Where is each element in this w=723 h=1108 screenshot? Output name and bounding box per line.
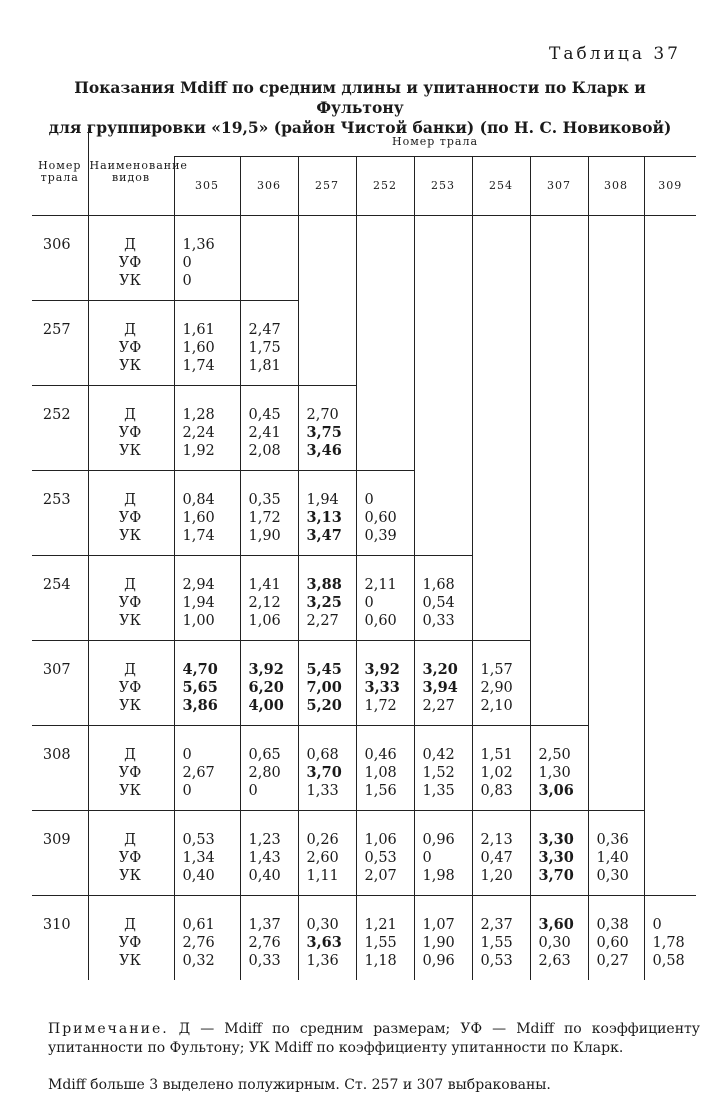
type-names — [88, 726, 174, 811]
cell-value: 0,60 — [364, 510, 397, 526]
cell-value: 0,47 — [480, 850, 513, 866]
type-names — [88, 641, 174, 726]
cell-value: 3,60 — [538, 916, 574, 933]
cell-value: 3,75 — [306, 424, 342, 441]
header-column: 306 — [240, 157, 298, 216]
cell-value: 2,50 — [538, 747, 571, 763]
header-column: 309 — [644, 157, 696, 216]
type-name: УК — [119, 613, 141, 629]
cell-value: 4,00 — [248, 697, 284, 714]
cell-value: 3,70 — [538, 867, 574, 884]
empty-cell — [414, 471, 472, 556]
cell-value: 4,70 — [182, 661, 218, 678]
cell-value: 1,74 — [182, 528, 215, 544]
cell-value: 2,90 — [480, 680, 513, 696]
cell-value: 0 — [364, 595, 374, 611]
cell-value: 1,94 — [306, 492, 339, 508]
cell-value: 2,76 — [182, 935, 215, 951]
cell-value: 0 — [364, 492, 374, 508]
type-names — [88, 386, 174, 471]
type-name: УК — [119, 273, 141, 289]
type-names — [88, 556, 174, 641]
cell-value: 1,36 — [182, 237, 215, 253]
data-table — [32, 128, 696, 980]
trawl-number: 310 — [32, 896, 88, 981]
type-name: Д — [124, 917, 136, 933]
value-cell — [174, 471, 240, 556]
empty-cell — [588, 301, 644, 386]
value-cell — [174, 641, 240, 726]
empty-cell — [644, 556, 696, 641]
type-name: УК — [119, 953, 141, 969]
value-cell — [174, 811, 240, 896]
value-cell — [240, 811, 298, 896]
cell-value: 2,12 — [248, 595, 281, 611]
value-cell — [356, 726, 414, 811]
type-name: Д — [124, 832, 136, 848]
empty-cell — [472, 556, 530, 641]
empty-cell — [240, 216, 298, 301]
header-column: 308 — [588, 157, 644, 216]
cell-value: 2,37 — [480, 917, 513, 933]
type-name: УК — [119, 868, 141, 884]
cell-value: 1,40 — [596, 850, 629, 866]
cell-value: 1,08 — [364, 765, 397, 781]
value-cell — [472, 811, 530, 896]
cell-value: 3,30 — [538, 849, 574, 866]
table-note — [48, 1020, 700, 1058]
cell-value: 0,40 — [182, 868, 215, 884]
cell-value: 3,30 — [538, 831, 574, 848]
type-name: УФ — [118, 255, 142, 271]
cell-value: 1,55 — [480, 935, 513, 951]
cell-value: 0 — [182, 783, 192, 799]
value-cell — [240, 471, 298, 556]
cell-value: 3,70 — [306, 764, 342, 781]
value-cell — [472, 726, 530, 811]
type-name: Д — [124, 237, 136, 253]
empty-cell — [644, 386, 696, 471]
cell-value: 1,74 — [182, 358, 215, 374]
value-cell — [644, 896, 696, 981]
cell-value: 2,27 — [422, 698, 455, 714]
cell-value: 0,53 — [182, 832, 215, 848]
value-cell — [414, 641, 472, 726]
cell-value: 2,27 — [306, 613, 339, 629]
cell-value: 0,83 — [480, 783, 513, 799]
type-name: УФ — [118, 340, 142, 356]
empty-cell — [472, 386, 530, 471]
cell-value: 2,60 — [306, 850, 339, 866]
value-cell — [414, 811, 472, 896]
cell-value: 0,30 — [306, 917, 339, 933]
cell-value: 2,11 — [364, 577, 397, 593]
cell-value: 1,72 — [248, 510, 281, 526]
empty-cell — [588, 556, 644, 641]
cell-value: 2,67 — [182, 765, 215, 781]
trawl-number: 252 — [32, 386, 88, 471]
cell-value: 6,20 — [248, 679, 284, 696]
cell-value: 0 — [182, 255, 192, 271]
value-cell — [174, 556, 240, 641]
header-column: 305 — [174, 157, 240, 216]
header-group-title: Номер трала — [174, 128, 696, 157]
trawl-number: 253 — [32, 471, 88, 556]
trawl-number: 309 — [32, 811, 88, 896]
type-name: УК — [119, 783, 141, 799]
table-row — [32, 301, 696, 386]
cell-value: 0,60 — [364, 613, 397, 629]
empty-cell — [644, 811, 696, 896]
cell-value: 0,26 — [306, 832, 339, 848]
cell-value: 0,33 — [248, 953, 281, 969]
cell-value: 0,27 — [596, 953, 629, 969]
empty-cell — [644, 641, 696, 726]
cell-value: 3,33 — [364, 679, 400, 696]
type-name: УФ — [118, 765, 142, 781]
cell-value: 3,06 — [538, 782, 574, 799]
empty-cell — [588, 386, 644, 471]
cell-value: 1,51 — [480, 747, 513, 763]
cell-value: 1,72 — [364, 698, 397, 714]
empty-cell — [588, 216, 644, 301]
cell-value: 2,07 — [364, 868, 397, 884]
type-name: Д — [124, 747, 136, 763]
type-names — [88, 471, 174, 556]
cell-value: 1,81 — [248, 358, 281, 374]
cell-value: 1,90 — [248, 528, 281, 544]
table-row — [32, 471, 696, 556]
cell-value: 3,86 — [182, 697, 218, 714]
value-cell — [414, 896, 472, 981]
table-row — [32, 556, 696, 641]
cell-value: 0 — [182, 747, 192, 763]
value-cell — [240, 896, 298, 981]
cell-value: 0,35 — [248, 492, 281, 508]
cell-value: 1,33 — [306, 783, 339, 799]
value-cell — [240, 386, 298, 471]
type-name: Д — [124, 662, 136, 678]
cell-value: 0,84 — [182, 492, 215, 508]
type-name: Д — [124, 492, 136, 508]
cell-value: 0,46 — [364, 747, 397, 763]
table-note-2: Mdiff больше 3 выделено полужирным. Ст. 257 и 307 выбракованы. — [48, 1077, 551, 1093]
cell-value: 0,60 — [596, 935, 629, 951]
empty-cell — [530, 216, 588, 301]
value-cell — [356, 471, 414, 556]
cell-value: 2,63 — [538, 953, 571, 969]
value-cell — [298, 811, 356, 896]
cell-value: 1,60 — [182, 510, 215, 526]
cell-value: 1,07 — [422, 917, 455, 933]
cell-value: 0 — [182, 273, 192, 289]
cell-value: 1,37 — [248, 917, 281, 933]
value-cell — [174, 896, 240, 981]
value-cell — [240, 556, 298, 641]
cell-value: 1,20 — [480, 868, 513, 884]
cell-value: 0,40 — [248, 868, 281, 884]
trawl-number: 306 — [32, 216, 88, 301]
type-names — [88, 896, 174, 981]
type-name: УФ — [118, 850, 142, 866]
header-trawl-number: Номер трала — [32, 128, 88, 216]
cell-value: 2,13 — [480, 832, 513, 848]
cell-value: 3,25 — [306, 594, 342, 611]
cell-value: 3,47 — [306, 527, 342, 544]
cell-value: 0,45 — [248, 407, 281, 423]
value-cell — [174, 386, 240, 471]
cell-value: 1,28 — [182, 407, 215, 423]
empty-cell — [530, 471, 588, 556]
header-column: 257 — [298, 157, 356, 216]
value-cell — [240, 301, 298, 386]
trawl-number: 307 — [32, 641, 88, 726]
value-cell — [530, 896, 588, 981]
cell-value: 2,24 — [182, 425, 215, 441]
type-name: Д — [124, 322, 136, 338]
cell-value: 0,61 — [182, 917, 215, 933]
cell-value: 0,68 — [306, 747, 339, 763]
cell-value: 3,20 — [422, 661, 458, 678]
value-cell — [356, 811, 414, 896]
cell-value: 1,78 — [652, 935, 685, 951]
cell-value: 0,53 — [480, 953, 513, 969]
cell-value: 1,34 — [182, 850, 215, 866]
type-name: УФ — [118, 425, 142, 441]
cell-value: 1,60 — [182, 340, 215, 356]
type-name: Д — [124, 577, 136, 593]
cell-value: 7,00 — [306, 679, 342, 696]
empty-cell — [644, 471, 696, 556]
value-cell — [298, 556, 356, 641]
cell-value: 2,08 — [248, 443, 281, 459]
table-row — [32, 726, 696, 811]
cell-value: 1,18 — [364, 953, 397, 969]
cell-value: 0,38 — [596, 917, 629, 933]
cell-value: 2,41 — [248, 425, 281, 441]
cell-value: 1,94 — [182, 595, 215, 611]
cell-value: 1,06 — [364, 832, 397, 848]
table-label: Таблица 37 — [549, 44, 681, 64]
cell-value: 1,21 — [364, 917, 397, 933]
empty-cell — [588, 726, 644, 811]
cell-value: 2,76 — [248, 935, 281, 951]
trawl-number: 308 — [32, 726, 88, 811]
cell-value: 1,11 — [306, 868, 339, 884]
value-cell — [174, 216, 240, 301]
cell-value: 0,32 — [182, 953, 215, 969]
cell-value: 1,68 — [422, 577, 455, 593]
empty-cell — [356, 386, 414, 471]
header-column: 307 — [530, 157, 588, 216]
empty-cell — [298, 301, 356, 386]
cell-value: 0,42 — [422, 747, 455, 763]
cell-value: 0,96 — [422, 953, 455, 969]
type-name: УФ — [118, 935, 142, 951]
value-cell — [356, 641, 414, 726]
empty-cell — [530, 386, 588, 471]
table-row — [32, 896, 696, 981]
cell-value: 3,13 — [306, 509, 342, 526]
cell-value: 1,55 — [364, 935, 397, 951]
cell-value: 1,75 — [248, 340, 281, 356]
header-column: 253 — [414, 157, 472, 216]
empty-cell — [356, 301, 414, 386]
value-cell — [174, 726, 240, 811]
cell-value: 1,43 — [248, 850, 281, 866]
cell-value: 0,36 — [596, 832, 629, 848]
type-name: УФ — [118, 595, 142, 611]
cell-value: 3,88 — [306, 576, 342, 593]
type-name: УК — [119, 528, 141, 544]
cell-value: 1,57 — [480, 662, 513, 678]
caption-line-2: для группировки «19,5» (район Чистой банки) (по Н. С. Новиковой) — [48, 118, 672, 137]
value-cell — [174, 301, 240, 386]
cell-value: 1,00 — [182, 613, 215, 629]
empty-cell — [414, 216, 472, 301]
cell-value: 0 — [652, 917, 662, 933]
empty-cell — [530, 641, 588, 726]
value-cell — [240, 726, 298, 811]
type-names — [88, 811, 174, 896]
empty-cell — [298, 216, 356, 301]
cell-value: 3,94 — [422, 679, 458, 696]
cell-value: 0 — [248, 783, 258, 799]
cell-value: 1,52 — [422, 765, 455, 781]
value-cell — [472, 896, 530, 981]
cell-value: 3,63 — [306, 934, 342, 951]
cell-value: 0,30 — [596, 868, 629, 884]
value-cell — [530, 726, 588, 811]
cell-value: 5,45 — [306, 661, 342, 678]
cell-value: 2,80 — [248, 765, 281, 781]
value-cell — [298, 641, 356, 726]
cell-value: 2,47 — [248, 322, 281, 338]
value-cell — [298, 896, 356, 981]
empty-cell — [356, 216, 414, 301]
caption-line-1: Показания Mdiff по средним длины и упитанности по Кларк и Фультону — [74, 78, 646, 117]
cell-value: 1,98 — [422, 868, 455, 884]
empty-cell — [472, 471, 530, 556]
empty-cell — [472, 216, 530, 301]
type-name: УК — [119, 358, 141, 374]
empty-cell — [414, 301, 472, 386]
value-cell — [414, 726, 472, 811]
empty-cell — [644, 726, 696, 811]
header-type-name: Наименование видов — [88, 128, 174, 216]
cell-value: 0,33 — [422, 613, 455, 629]
value-cell — [298, 471, 356, 556]
cell-value: 1,36 — [306, 953, 339, 969]
empty-cell — [414, 386, 472, 471]
type-name: УФ — [118, 510, 142, 526]
value-cell — [298, 386, 356, 471]
cell-value: 0,39 — [364, 528, 397, 544]
cell-value: 0,58 — [652, 953, 685, 969]
value-cell — [588, 811, 644, 896]
cell-value: 3,46 — [306, 442, 342, 459]
cell-value: 1,02 — [480, 765, 513, 781]
cell-value: 1,61 — [182, 322, 215, 338]
cell-value: 2,10 — [480, 698, 513, 714]
cell-value: 1,92 — [182, 443, 215, 459]
cell-value: 0 — [422, 850, 432, 866]
table-row — [32, 641, 696, 726]
value-cell — [298, 726, 356, 811]
value-cell — [472, 641, 530, 726]
type-name: Д — [124, 407, 136, 423]
cell-value: 1,41 — [248, 577, 281, 593]
cell-value: 1,30 — [538, 765, 571, 781]
cell-value: 2,70 — [306, 407, 339, 423]
cell-value: 0,53 — [364, 850, 397, 866]
note-text: Д — Mdiff по средним размерам; УФ — Mdiff по коэффициенту упитанности по Фультону; УК Mdiff по коэффициенту упитанности по Кларк. — [48, 1021, 701, 1056]
value-cell — [530, 811, 588, 896]
empty-cell — [472, 301, 530, 386]
note-label: Примечание. — [48, 1021, 169, 1037]
cell-value: 1,35 — [422, 783, 455, 799]
table-row — [32, 811, 696, 896]
header-column: 252 — [356, 157, 414, 216]
type-names — [88, 216, 174, 301]
empty-cell — [644, 216, 696, 301]
empty-cell — [530, 301, 588, 386]
table-row — [32, 216, 696, 301]
cell-value: 3,92 — [364, 661, 400, 678]
value-cell — [588, 896, 644, 981]
trawl-number: 257 — [32, 301, 88, 386]
cell-value: 0,65 — [248, 747, 281, 763]
value-cell — [414, 556, 472, 641]
type-name: УФ — [118, 680, 142, 696]
value-cell — [356, 896, 414, 981]
empty-cell — [588, 471, 644, 556]
cell-value: 1,56 — [364, 783, 397, 799]
empty-cell — [530, 556, 588, 641]
type-name: УК — [119, 443, 141, 459]
cell-value: 0,30 — [538, 935, 571, 951]
value-cell — [356, 556, 414, 641]
cell-value: 5,65 — [182, 679, 218, 696]
cell-value: 1,90 — [422, 935, 455, 951]
empty-cell — [644, 301, 696, 386]
empty-cell — [588, 641, 644, 726]
type-name: УК — [119, 698, 141, 714]
cell-value: 0,96 — [422, 832, 455, 848]
type-names — [88, 301, 174, 386]
table-row — [32, 386, 696, 471]
cell-value: 1,06 — [248, 613, 281, 629]
value-cell — [240, 641, 298, 726]
cell-value: 2,94 — [182, 577, 215, 593]
cell-value: 3,92 — [248, 661, 284, 678]
cell-value: 1,23 — [248, 832, 281, 848]
header-column: 254 — [472, 157, 530, 216]
cell-value: 5,20 — [306, 697, 342, 714]
trawl-number: 254 — [32, 556, 88, 641]
cell-value: 0,54 — [422, 595, 455, 611]
